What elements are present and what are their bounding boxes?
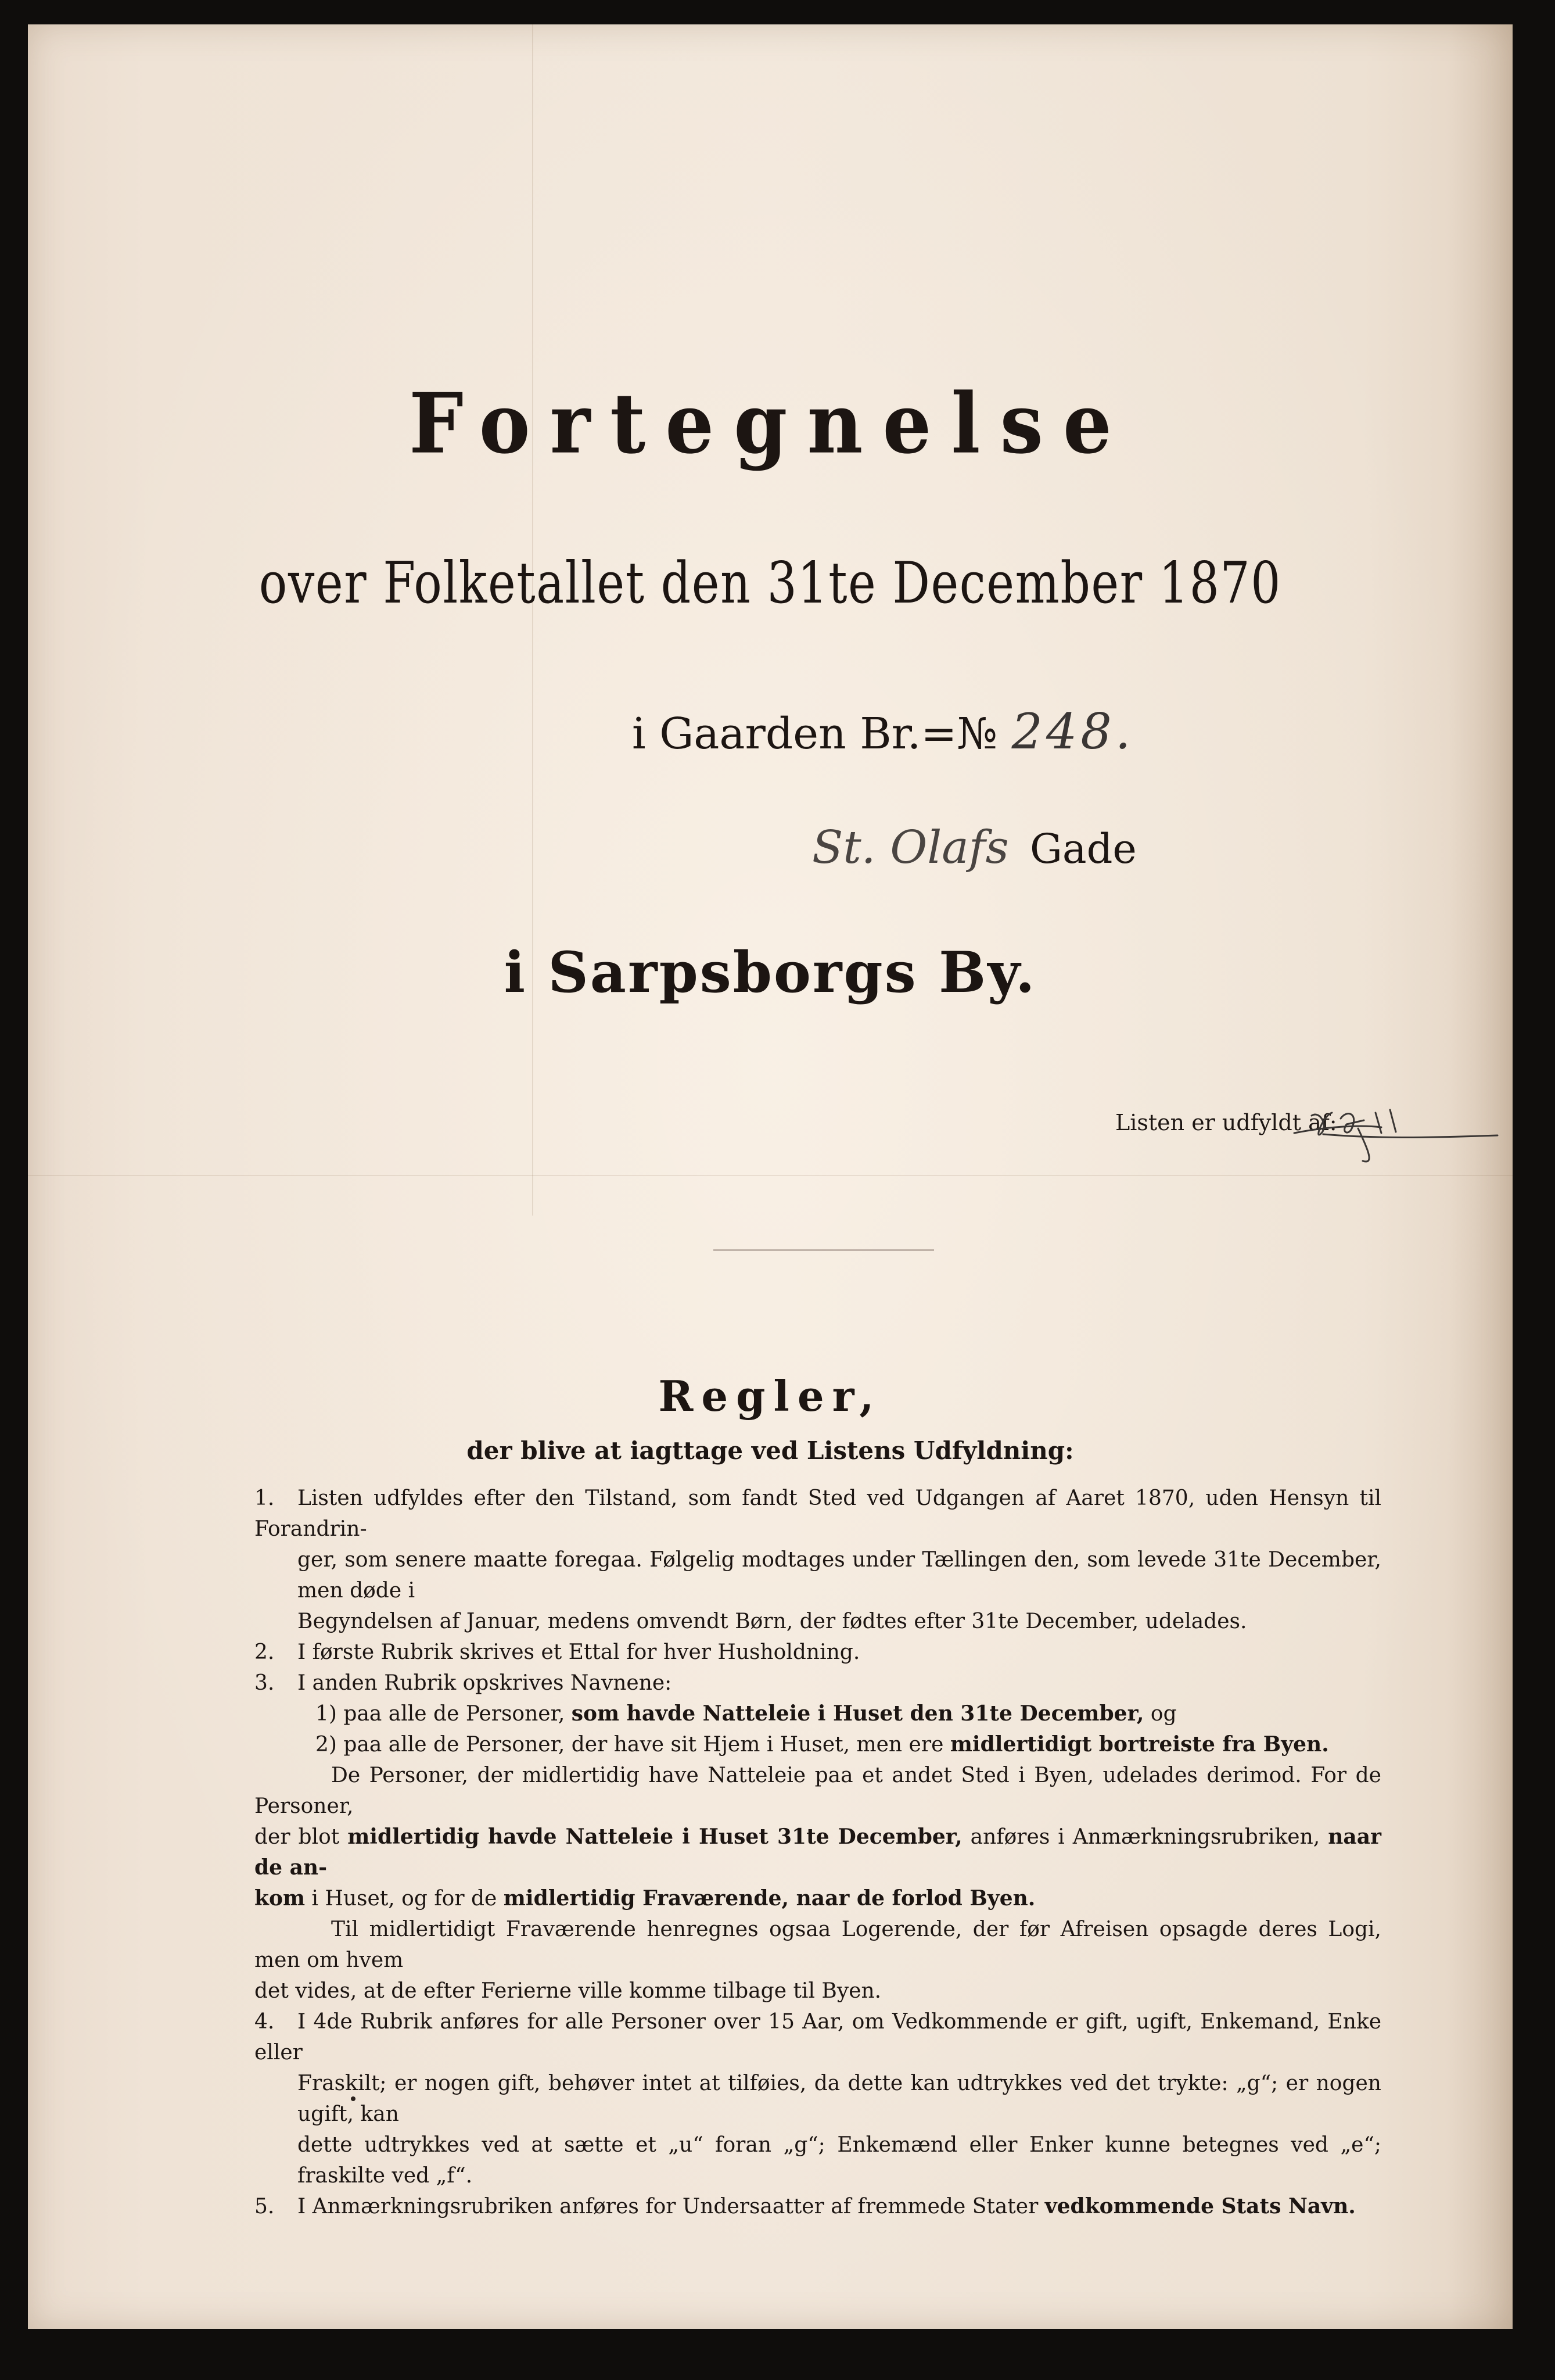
rule-4-number: 4.: [254, 2010, 275, 2034]
rule-4-text-1: I 4de Rubrik anføres for alle Personer over 15 Aar, om Vedkommende er gift, ugift, Enkemand, Enke eller: [254, 2010, 1381, 2064]
filled-by-label: Listen er udfyldt af:: [1115, 1110, 1337, 1135]
rule-3-note-2-pre: der blot: [254, 1825, 340, 1849]
gaard-number-line: [632, 703, 1134, 760]
rule-4-text-2: Fraskilt; er nogen gift, behøver intet at tilføies, da dette kan udtrykkes ved det trykte: „g“; er nogen ugift, kan: [297, 2071, 1381, 2126]
gaard-label: i Gaarden Br.=№: [632, 709, 998, 759]
rule-1-line-1: [254, 1483, 1381, 1544]
rules-heading: Regler,: [658, 1371, 882, 1421]
rule-3-absent-line-2: det vides, at de efter Ferierne ville komme tilbage til Byen.: [254, 1979, 882, 2003]
rule-4-line-1: [254, 2006, 1381, 2068]
rule-5-number: 5.: [254, 2195, 275, 2218]
street-name-handwritten: St. Olafs: [812, 822, 1009, 874]
rule-3-item-2-pre: 2) paa alle de Personer, der have sit Hjem i Huset, men ere: [315, 1733, 944, 1757]
rule-3-note-3-mid: i Huset, og for de: [311, 1887, 497, 1911]
rule-1-text-3: Begyndelsen af Januar, medens omvendt Børn, der fødtes efter 31te December, udelades.: [297, 1610, 1247, 1633]
rule-1-text-2: ger, som senere maatte foregaa. Følgelig modtages under Tællingen den, som levede 31te December, men døde i: [297, 1548, 1381, 1603]
rule-3-absent-line-1: Til midlertidigt Fraværende henregnes ogsaa Logerende, der før Afreisen opsagde deres Logi, men om hvem: [254, 1917, 1381, 1972]
paper-edge-wear: [1449, 24, 1513, 2329]
ink-dot-mark: [351, 2096, 355, 2101]
fold-line-vertical: [532, 24, 533, 1216]
rule-3-item-1: [254, 1698, 1381, 1729]
rule-3-note-2-bold: midlertidig havde Natteleie i Huset 31te December,: [347, 1825, 963, 1849]
rule-3-note-3-bold: kom: [254, 1886, 306, 1911]
rule-3-note-line-1: De Personer, der midlertidig have Natteleie paa et andet Sted i Byen, udelades derimod. For de Personer,: [254, 1764, 1381, 1818]
rule-5-text: I Anmærkningsrubriken anføres for Undersaatter af fremmede Stater: [297, 2195, 1039, 2218]
street-line: [812, 822, 1137, 874]
rules-subheading: der blive at iagttage ved Listens Udfyldning:: [466, 1436, 1074, 1465]
rule-3-note-2-bold2: naar de an-: [254, 1825, 1381, 1880]
fold-line-horizontal: [28, 1175, 1513, 1176]
street-suffix: Gade: [1029, 825, 1137, 873]
rule-2: [254, 1637, 1381, 1668]
rule-3-number: 3.: [254, 1671, 275, 1695]
rule-3-item-1-post: og: [1150, 1702, 1177, 1726]
rule-3-item-2-bold: midlertidigt bortreiste fra Byen.: [950, 1732, 1329, 1757]
gaard-number-handwritten: 248.: [1011, 703, 1134, 760]
rules-list: [254, 1483, 1381, 2222]
rule-3-note-2-mid: anføres i Anmærkningsrubriken,: [970, 1825, 1320, 1849]
census-form-sheet: [28, 24, 1513, 2329]
rule-3-note-line-2: [254, 1822, 1381, 1883]
rule-1-number: 1.: [254, 1486, 275, 1510]
rule-3-note-3-bold2: midlertidig Fraværende, naar de forlod Byen.: [503, 1886, 1036, 1911]
signature-handwritten: [1288, 1092, 1509, 1168]
rule-3-item-1-bold: som havde Natteleie i Huset den 31te December,: [571, 1701, 1144, 1726]
rule-3-item-2: [254, 1729, 1381, 1760]
separator-rule: [713, 1249, 934, 1251]
rule-3-text: I anden Rubrik opskrives Navnene:: [297, 1671, 672, 1695]
rule-5-bold: vedkommende Stats Navn.: [1044, 2194, 1356, 2218]
town-name: i Sarpsborgs By.: [504, 940, 1037, 1005]
rule-3-item-1-pre: 1) paa alle de Personer,: [315, 1702, 565, 1726]
rule-3: [254, 1668, 1381, 1698]
form-subtitle: over Folketallet den 31te December 1870: [258, 550, 1282, 616]
rule-5: [254, 2191, 1381, 2222]
form-title: Fortegnelse: [409, 375, 1132, 473]
rule-4-text-3: dette udtrykkes ved at sætte et „u“ foran „g“; Enkemænd eller Enker kunne betegnes ved „e“; fraskilte ved „f“.: [297, 2133, 1381, 2188]
rule-1-text-1: Listen udfyldes efter den Tilstand, som fandt Sted ved Udgangen af Aaret 1870, uden Hensyn til Forandrin-: [254, 1486, 1381, 1541]
rule-2-number: 2.: [254, 1640, 275, 1664]
rule-3-note-line-3: [254, 1883, 1381, 1914]
rule-2-text: I første Rubrik skrives et Ettal for hver Husholdning.: [297, 1640, 860, 1664]
